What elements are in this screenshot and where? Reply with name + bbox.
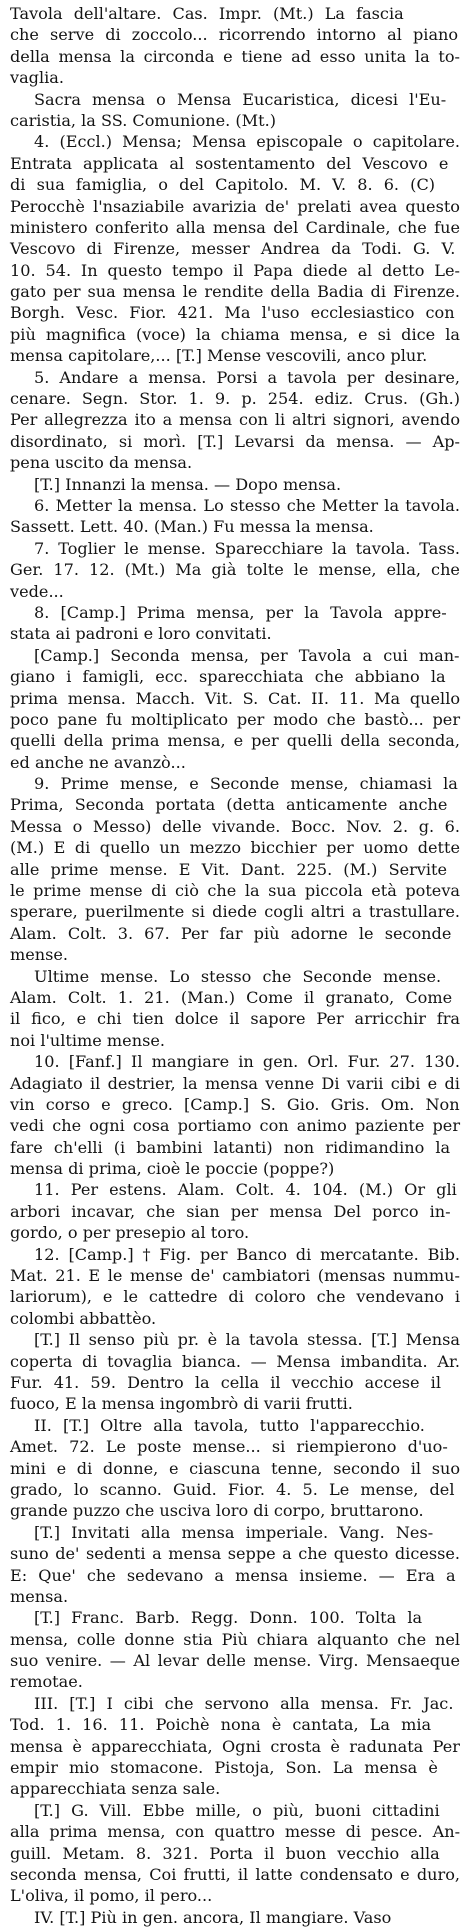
text-line: mensa, colle donne stia Più chiara alquanto che nel [10, 1629, 461, 1649]
text-line: Vescovo di Firenze, messer Andrea da Todi. G. V. [10, 239, 456, 259]
text-line: ed anche ne avanzò... [10, 752, 186, 772]
text-line: 11. Per estens. Alam. Colt. 4. 104. (M.) Or gli [34, 1180, 457, 1200]
text-line: 4. (Eccl.) Mensa; Mensa episcopale o capitolare. [34, 132, 460, 152]
text-line: [T.] G. Vill. Ebbe mille, o più, buoni cittadini [34, 1800, 440, 1820]
text-line: [T.] Franc. Barb. Regg. Donn. 100. Tolta la [34, 1608, 423, 1628]
text-line: Alam. Colt. 1. 21. (Man.) Come il granato, Come [10, 987, 453, 1007]
text-line: (M.) E di quello un mezzo bicchier per uomo dette [10, 838, 460, 858]
text-line: alle prime mense. E Vit. Dant. 225. (M.) Servite [10, 859, 448, 879]
text-line: prima mensa. Macch. Vit. S. Cat. II. 11. Ma quello [10, 688, 461, 708]
text-line: [T.] Innanzi la mensa. — Dopo mensa. [34, 474, 342, 494]
text-line: remotae. [10, 1672, 83, 1692]
text-line: giano i famigli, ecc. sparecchiata che abbiano la [10, 667, 446, 687]
text-line: mensa capitolare,... [T.] Mense vescovili, anco plur. [10, 346, 428, 366]
text-line: mensa di prima, cioè le poccie (poppe?) [10, 1159, 335, 1179]
text-line: di sua famiglia, o del Capitolo. M. V. 8. 6. (C) [10, 175, 436, 195]
text-line: Amet. 72. Le poste mense... si riempierono d'uo- [10, 1437, 448, 1457]
text-line: 8. [Camp.] Prima mensa, per la Tavola appre- [34, 602, 447, 622]
text-line: Sacra mensa o Mensa Eucaristica, dicesi l'Eu- [34, 89, 447, 109]
text-line: mensa. [10, 1586, 69, 1606]
text-line: caristia, la SS. Comunione. (Mt.) [10, 110, 277, 130]
text-line: suno de' sedenti a mensa seppe a che questo dicesse. [10, 1544, 461, 1564]
text-line: Fur. 41. 59. Dentro la cella il vecchio accese il [10, 1373, 441, 1392]
text-line: E: Que' che sedevano a mensa insieme. — Era a [10, 1565, 456, 1585]
text-line: Per allegrezza ito a mensa con li altri signori, avendo [10, 410, 461, 430]
text-line: vede... [10, 581, 64, 601]
text-line: 10. [Fanf.] Il mangiare in gen. Orl. Fur. 27. 130. [34, 1052, 460, 1072]
text-line: II. [T.] Oltre alla tavola, tutto l'apparecchio. [34, 1415, 425, 1435]
text-line: Entrata applicata al sostentamento del Vescovo e [10, 153, 449, 173]
text-line: 5. Andare a mensa. Porsi a tavola per desinare, [34, 367, 460, 387]
text-line: coperta di tovaglia bianca. — Mensa imbandita. Ar. [10, 1351, 460, 1371]
text-line: gato per sua mensa le rendite della Badia di Firenze. [10, 282, 461, 302]
text-line: suo venire. — Al levar delle mense. Virg. Mensaeque [10, 1651, 460, 1671]
text-line: pena uscito da mensa. [10, 453, 193, 473]
text-line: 9. Prime mense, e Seconde mense, chiamasi la [34, 774, 458, 794]
text-line: [T.] Il senso più pr. è la tavola stessa. [T.] Mensa [34, 1330, 460, 1350]
text-line: IV. [T.] Più in gen. ancora, Il mangiare. Vaso [34, 1907, 392, 1927]
text-line: apparecchiata senza sale. [10, 1779, 221, 1799]
text-line: il fico, e chi tien dolce il sapore Per arricchir fra [10, 1009, 461, 1029]
text-line: 6. Metter la mensa. Lo stesso che Metter la tavola. [34, 495, 461, 515]
text-line: mensa è apparecchiata, Ogni crosta è radunata Per [10, 1736, 460, 1756]
text-line: lariorum), e le cattedre di coloro che vendevano i [10, 1287, 460, 1307]
text-line: Tod. 1. 16. 11. Poichè nona è cantata, La mia [10, 1715, 432, 1735]
text-line: fare ch'elli (i bambini latanti) non ridimandino la [10, 1137, 451, 1157]
text-line: Perocchè l'nsaziabile avarizia de' prelati avea questo [10, 196, 460, 216]
text-line: alla prima mensa, con quattro messe di pesce. An- [10, 1822, 461, 1842]
text-line: le prime mense di ciò che la sua piccola età poteva [10, 881, 461, 901]
text-line: Prima, Seconda portata (detta anticamente anche [10, 795, 448, 815]
text-line: cenare. Segn. Stor. 1. 9. p. 254. ediz. Crus. (Gh.) [10, 389, 460, 409]
text-line: L'oliva, il pomo, il pero... [10, 1886, 213, 1906]
text-line: poco pane fu moltiplicato per modo che bastò... per [10, 709, 461, 729]
text-line: guill. Metam. 8. 321. Porta il buon vecchio alla [10, 1843, 440, 1863]
text-line: Sassett. Lett. 40. (Man.) Fu messa la mensa. [10, 517, 374, 537]
text-line: Adagiato il destrier, la mensa venne Di varii cibi e di [10, 1073, 460, 1093]
text-line: mense. [10, 945, 69, 965]
text-line: disordinato, si morì. [T.] Levarsi da mensa. — Ap- [10, 431, 460, 451]
text-line: Ultime mense. Lo stesso che Seconde mense. [34, 966, 442, 986]
text-line: mini e di donne, e ciascuna tenne, secondo il suo [10, 1458, 461, 1478]
text-line: vaglia. [10, 68, 64, 88]
text-line: Alam. Colt. 3. 67. Per far più adorne le seconde [10, 923, 452, 943]
text-line: gordo, o per presepio al toro. [10, 1223, 250, 1243]
text-line: più magnifica (voce) la chiama mensa, e si dice la [10, 324, 460, 344]
text-line: empir mio stomacone. Pistoja, Son. La mensa è [10, 1758, 438, 1778]
text-line: fuoco, E la mensa ingombrò di varii frutti. [10, 1394, 353, 1414]
text-line: 12. [Camp.] † Fig. per Banco di mercatante. Bib. [34, 1244, 460, 1264]
text-line: Borgh. Vesc. Fior. 421. Ma l'uso ecclesiastico con [10, 303, 455, 323]
text-line: stata ai padroni e loro convitati. [10, 624, 272, 644]
text-line: Mat. 21. E le mense de' cambiatori (mensas nummu- [10, 1266, 460, 1286]
text-line: grande puzzo che usciva loro di corpo, bruttarono. [10, 1501, 424, 1521]
text-line: colombi abbattèo. [10, 1308, 157, 1328]
text-line: che serve di zoccolo... ricorrendo intorno al piano [10, 25, 459, 45]
text-line: ministero conferito alla mensa del Cardinale, che fue [10, 217, 461, 237]
text-line: della mensa la circonda e tiene ad esso unita la to- [10, 46, 460, 66]
text-line: seconda mensa, Coi frutti, il latte condensato e duro, [10, 1864, 461, 1884]
text-line: Tavola dell'altare. Cas. Impr. (Mt.) La fascia [10, 4, 404, 23]
text-line: arbori incavar, che sian per mensa Del porco in- [10, 1201, 451, 1221]
text-line: grado, lo scanno. Guid. Fior. 4. 5. Le mense, del [10, 1479, 455, 1499]
text-line: [T.] Invitati alla mensa imperiale. Vang. Nes- [34, 1522, 434, 1542]
text-line: noi l'ultime mense. [10, 1030, 165, 1050]
text-line: [Camp.] Seconda mensa, per Tavola a cui man- [34, 645, 460, 665]
text-line: vin corso e greco. [Camp.] S. Gio. Gris. Om. Non [10, 1094, 460, 1114]
text-line: Messa o Messo) delle vivande. Bocc. Nov. 2. g. 6. [10, 816, 461, 836]
text-line: sperare, puerilmente si diede cogli altri a trastullare. [10, 902, 460, 922]
text-line: III. [T.] I cibi che servono alla mensa. Fr. Jac. [34, 1693, 454, 1713]
text-line: 10. 54. In questo tempo il Papa diede al detto Le- [10, 260, 460, 280]
text-line: Ger. 17. 12. (Mt.) Ma già tolte le mense, ella, che [10, 560, 460, 580]
text-line: vedi che ogni cosa portiamo con animo paziente per [10, 1116, 461, 1136]
text-line: quelli della prima mensa, e per quelli della seconda, [10, 731, 461, 751]
text-line: 7. Toglier le mense. Sparecchiare la tavola. Tass. [34, 538, 460, 558]
